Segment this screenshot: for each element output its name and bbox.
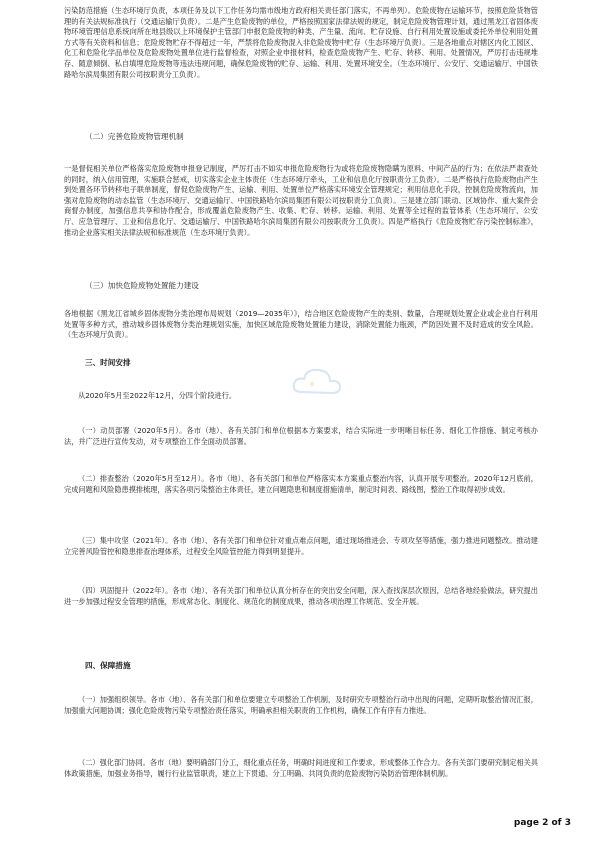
paragraph-management-mechanism: 一是督促相关单位严格落实危险废物申报登记制度，严厉打击不如实申报危险废物行为或将危险废物隐瞒为原料、中间产品的行为；在依法严肃查处的同时，纳入信用管理，实施联合惩戒，切实落实企业主体责任（生态环境厅牵头，工业和信息化厅按职责分工负责）。二是严格执行危险废物由产生到处置各环节转移电子联单制度，督促危险废物产生、运输、利用、处置单位严格落实环境安全管理规定；利用信息化手段，控制危险废物流向，加强对危险废物的动态监管（生态环境厅、交通运输厅、中国铁路哈尔滨局集团有限公司按职责分工负责）。三是建立部门联动、区域协作、重大案件会商督办制度，加强信息共享和协作配合，形成覆盖危险废物产生、收集、贮存、转移、运输、利用、处置等全过程的监管体系（生态环境厅、公安厅、应急管理厅、工业和信息化厅、交通运输厅、中国铁路哈尔滨局集团有限公司按职责分工负责）。四是严格执行《危险废物贮存污染控制标准》，推动企业落实相关法律法规和标准规范（生态环境厅负责）。 [64,164,538,237]
paragraph-stage-mobilization: （一）动员部署（2020年5月）。各市（地）、各有关部门和单位根据本方案要求，结合实际进一步明晰目标任务、细化工作措施、制定考核办法，并广泛进行宣传发动，对专项整治工作全面动员部署。 [64,426,538,446]
cloud-watermark-icon [288,362,348,402]
paragraph-stage-tackling: （三）集中攻坚（2021年）。各市（地）、各有关部门和单位针对重点难点问题，通过现场推进会、专项攻坚等措施，强力推进问题整改。推动建立完善风险管控和隐患排查治理体系，过程安全风险管控能力得到明显提升。 [64,536,538,556]
section-heading-safeguards: 四、保障措施 [85,661,131,670]
paragraph-four-stages: 从2020年5月至2022年12月，分四个阶段进行。 [78,391,237,400]
paragraph-waste-transport: 污染防范措施（生态环境厅负责，本项任务及以下工作任务均需市级地方政府相关责任部门落实，不再单列）。危险废物在运输环节，按照危险货物管理的有关法规标准执行（交通运输厅负责）。二是产生危险废物的单位，严格按照国家法律法规的规定，制定危险废物管理计划，通过黑龙江省固体废物环境管理信息系统向所在地县级以上环境保护主管部门申报危险废物的种类、产生量、流向、贮存设施、自行利用处置设施或委托外单位利用处置方式等有关资料和信息；危险废物贮存不得超过一年，严禁将危险废物混入非危险废物中贮存（生态环境厅负责）。三是各地重点对辖区内化工园区、化工和危险化学品单位及危险废物处置单位进行监督检查，对照企业申报材料，检查危险废物产生、贮存、转移、利用、处置情况，严厉打击违规堆存、随意倾倒、私自填埋危险废物等违法违规问题，确保危险废物的贮存、运输、利用、处置环境安全。（生态环境厅、公安厅、交通运输厅、中国铁路哈尔滨局集团有限公司按职责分工负责）。 [64,6,538,79]
subheading-disposal-capacity: （三）加快危险废物处置能力建设 [85,281,199,290]
page-number: page 2 of 3 [513,818,571,828]
paragraph-stage-consolidation: （四）巩固提升（2022年）。各市（地）、各有关部门和单位认真分析存在的突出安全问题，深入查找深层次原因，总结各地经验做法，研究提出进一步加强过程安全管理的措施，形成常态化、制度化、规范化的制度成果，推动各项治理工作规范、安全开展。 [64,586,538,606]
section-heading-schedule: 三、时间安排 [85,358,131,367]
paragraph-disposal-capacity: 各地根据《黑龙江省城乡固体废物分类治理布局规划（2019—2035年）》，结合地区危险废物产生的类别、数量，合理规划处置企业或企业自行利用处置等多种方式，推动城乡固体废物分类治理规划实施，加快区域危险废物处置能力建设，消除处置能力瓶颈，严防因处置不及时造成的安全风险。（生态环境厅负责）。 [64,309,538,340]
paragraph-department-coordination: （二）强化部门协同。各市（地）要明确部门分工，细化重点任务，明确时间进度和工作要求，形成整体工作合力。各有关部门要研究制定相关具体政策措施，加强业务指导，履行行业监管职责，建立上下贯通、分工明确、共同负责的危险废物污染防治管理体制机制。 [64,758,539,778]
paragraph-organization-leadership: （一）加强组织领导。各市（地）、各有关部门和单位要建立专项整治工作机制，及时研究专项整治行动中出现的问题，定期听取整治情况汇报，加强重大问题协调；强化危险废物污染专项整治责任落实，明确承担相关职责的工作机构，确保工作有序有力推进。 [64,695,538,715]
subheading-improve-mechanism: （二）完善危险废物管理机制 [85,132,184,141]
paragraph-stage-rectification: （二）排查整治（2020年5月至12月）。各市（地）、各有关部门和单位严格落实本方案重点整治内容，认真开展专项整治。2020年12月底前，完成问题和风险隐患摸排梳理，落实各项污染整治主体责任，建立问题隐患和制度措施清单，制定时间表、路线图，整治工作取得初步成效。 [64,474,538,494]
